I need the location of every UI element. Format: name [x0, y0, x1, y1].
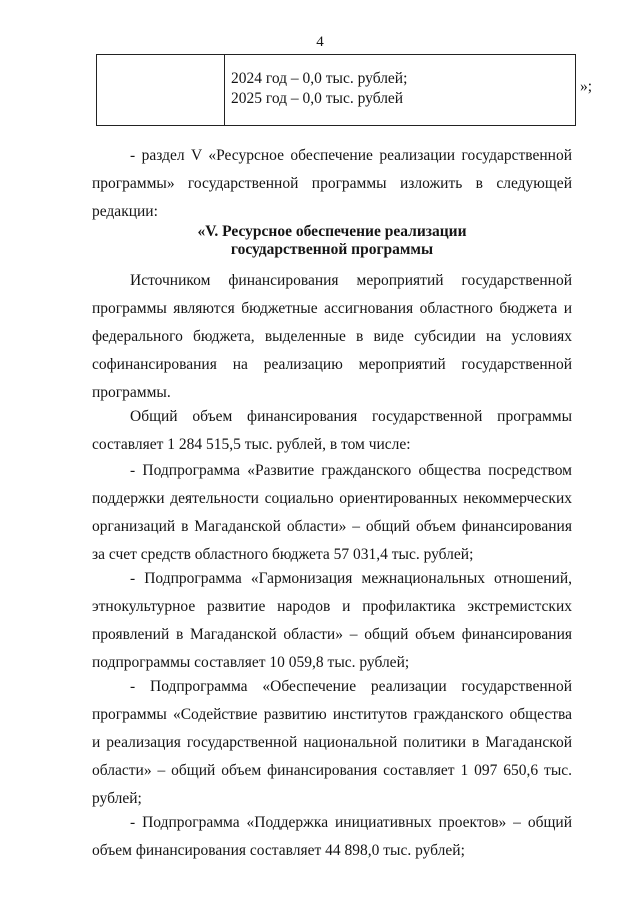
- paragraph-subprogram-4: - Подпрограмма «Поддержка инициативных проектов» – общий объем финансирования составляет 44 898,0 тыс. рублей;: [92, 814, 572, 859]
- heading-line-2: государственной программы: [230, 241, 434, 258]
- table-column-divider: [224, 55, 225, 125]
- page-number: 4: [316, 34, 324, 50]
- paragraph-sources: Источником финансирования мероприятий государственной программы являются бюджетные ассигнования областного бюджета и федерального бюджета, выделенные в виде субсидии на условиях софинансирования на реализацию мероприятий государственной программы.: [92, 272, 572, 401]
- funding-table: [96, 54, 576, 126]
- heading-line-1: «V. Ресурсное обеспечение реализации: [197, 223, 467, 240]
- table-closing-quote: »;: [580, 78, 593, 95]
- paragraph-total: Общий объем финансирования государственной программы составляет 1 284 515,5 тыс. рублей, в том числе:: [92, 408, 572, 453]
- paragraph-subprogram-1: - Подпрограмма «Развитие гражданского общества посредством поддержки деятельности социально ориентированных некоммерческих организаций в Магаданской области» – общий объем финансирования за счет средств областного бюджета 57 031,4 тыс. рублей;: [92, 462, 572, 563]
- section-intro: - раздел V «Ресурсное обеспечение реализации государственной программы» государственной программы изложить в следующей редакции:: [92, 147, 572, 220]
- table-line-2024: 2024 год – 0,0 тыс. рублей;: [231, 70, 408, 87]
- table-cell: [231, 69, 407, 109]
- table-line-2025: 2025 год – 0,0 тыс. рублей: [231, 90, 404, 107]
- paragraph-subprogram-3: - Подпрограмма «Обеспечение реализации государственной программы «Содействие развитию институтов гражданского общества и реализация государственной национальной политики в Магаданской области» – общий объем финансирования составляет 1 097 650,6 тыс. рублей;: [92, 678, 572, 807]
- paragraph-subprogram-2: - Подпрограмма «Гармонизация межнациональных отношений, этнокультурное развитие народов и профилактика экстремистских проявлений в Магаданской области» – общий объем финансирования подпрограммы составляет 10 059,8 тыс. рублей;: [92, 570, 572, 671]
- section-heading: [92, 223, 572, 259]
